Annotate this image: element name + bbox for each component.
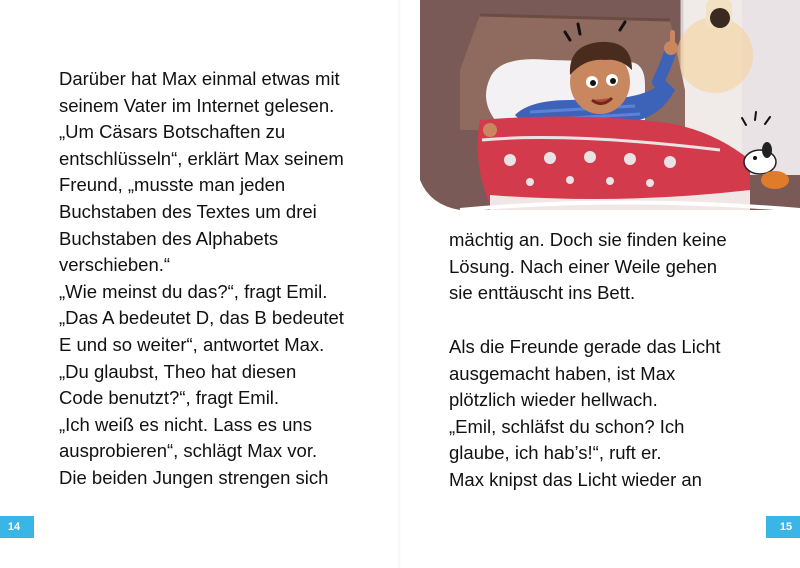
- page-number-left: 14: [0, 516, 34, 538]
- text-line: Darüber hat Max einmal etwas mit: [59, 68, 340, 89]
- right-page: [400, 0, 800, 568]
- text-line: entschlüsseln“, erklärt Max seinem: [59, 147, 344, 169]
- text-line: „Das A bedeutet D, das B bedeutet: [59, 307, 344, 329]
- text-line: ausgemacht haben, ist Max: [449, 362, 676, 384]
- text-line: Lösung. Nach einer Weile gehen: [449, 255, 718, 277]
- text-line: E und so weiter“, antwortet Max.: [59, 333, 325, 355]
- text-line: seinem Vater im Internet gelesen.: [59, 94, 335, 116]
- text-line: „Du glaubst, Theo hat diesen: [59, 360, 297, 382]
- right-page-paragraph-2: [449, 334, 721, 494]
- text-line: mächtig an. Doch sie finden keine: [449, 229, 727, 250]
- text-line: Max knipst das Licht wieder an: [449, 468, 702, 490]
- text-line: „Emil, schläfst du schon? Ich: [449, 415, 685, 437]
- text-line: glaube, ich hab’s!“, ruft er.: [449, 442, 662, 464]
- text-line: „Ich weiß es nicht. Lass es uns: [59, 413, 312, 435]
- bedtime-illustration: [420, 0, 800, 210]
- left-page-text: [59, 66, 344, 492]
- text-line: Die beiden Jungen strengen sich: [59, 466, 329, 488]
- text-line: Buchstaben des Alphabets: [59, 227, 279, 249]
- text-line: „Wie meinst du das?“, fragt Emil.: [59, 280, 328, 302]
- text-line: Als die Freunde gerade das Licht: [449, 336, 721, 357]
- page-number-right: 15: [766, 516, 800, 538]
- text-line: Code benutzt?“, fragt Emil.: [59, 387, 280, 409]
- text-line: verschieben.“: [59, 254, 171, 276]
- text-line: sie enttäuscht ins Bett.: [449, 282, 636, 304]
- right-page-paragraph-1: [449, 227, 727, 307]
- text-line: „Um Cäsars Botschaften zu: [59, 121, 286, 143]
- text-line: plötzlich wieder hellwach.: [449, 389, 658, 411]
- text-line: Freund, „musste man jeden: [59, 174, 286, 196]
- text-line: Buchstaben des Textes um drei: [59, 200, 317, 222]
- text-line: ausprobieren“, schlägt Max vor.: [59, 440, 318, 462]
